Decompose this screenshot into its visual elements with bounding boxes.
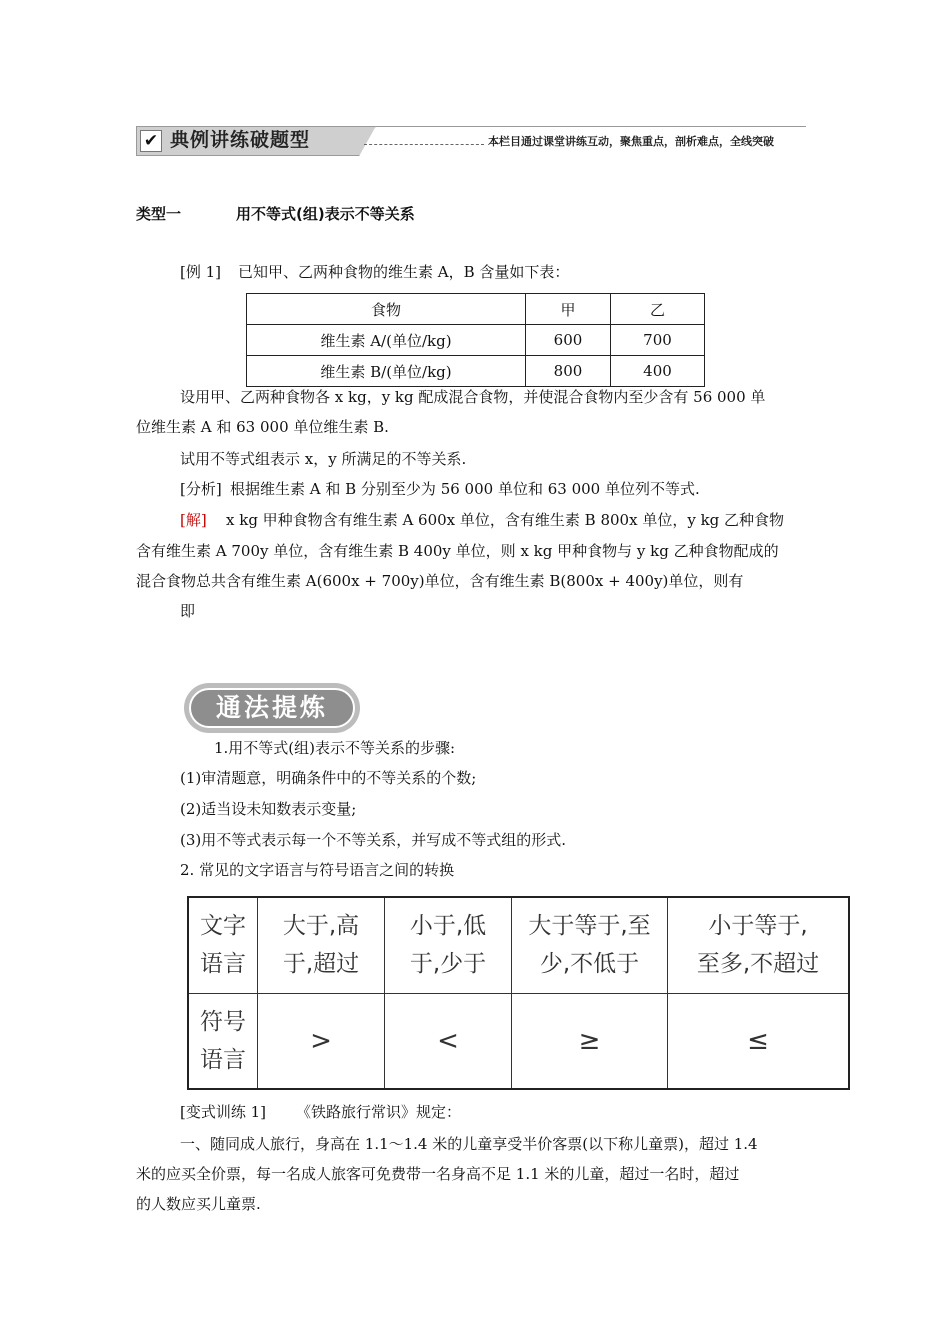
table-row: [188, 993, 849, 1089]
checkmark-icon: ✔: [140, 130, 162, 152]
table-cell: 700: [611, 325, 705, 356]
solution-line: x kg 甲种食物含有维生素 A 600x 单位，含有维生素 B 800x 单位，y kg 乙种食物: [226, 511, 785, 529]
table-cell: 600: [526, 325, 611, 356]
analysis-text: 根据维生素 A 和 B 分别至少为 56 000 单位和 63 000 单位列不等式.: [230, 480, 700, 498]
table-row: [247, 356, 705, 387]
table-cell: 维生素 B/(单位/kg): [247, 356, 526, 387]
example-paragraph: 设用甲、乙两种食物各 x kg，y kg 配成混合食物，并使混合食物内至少含有 56 000 单: [180, 388, 766, 406]
method-step: (2)适当设未知数表示变量;: [180, 800, 357, 818]
variant-paragraph: 米的应买全价票，每一名成人旅客可免费带一名身高不足 1.1 米的儿童，超过一名时，超过: [136, 1165, 740, 1183]
table-cell: 小于,低 于,少于: [385, 897, 512, 993]
symbol-cell: ≤: [668, 993, 850, 1089]
table-cell: 大于,高 于,超过: [258, 897, 385, 993]
symbol-cell: >: [258, 993, 385, 1089]
row-label-cell: 文字 语言: [188, 897, 258, 993]
example-question: 试用不等式组表示 x，y 所满足的不等关系.: [180, 450, 467, 468]
table-header-row: [247, 294, 705, 325]
method-step: 1.用不等式(组)表示不等关系的步骤:: [214, 739, 456, 757]
table-row: [247, 325, 705, 356]
type-title: 用不等式(组)表示不等关系: [236, 205, 415, 223]
banner-rule: [374, 126, 806, 127]
example-label: [例 1]: [180, 263, 222, 281]
example-intro: 已知甲、乙两种食物的维生素 A，B 含量如下表：: [238, 263, 570, 281]
variant-paragraph: 的人数应买儿童票.: [136, 1195, 261, 1213]
section-banner: [136, 126, 806, 156]
table-header-cell: 食物: [247, 294, 526, 325]
variant-paragraph: 一、随同成人旅行，身高在 1.1～1.4 米的儿童享受半价客票(以下称儿童票)，超过 1.4: [180, 1135, 758, 1153]
conversion-table: [187, 896, 850, 1090]
vitamin-table: [246, 293, 705, 387]
symbol-cell: <: [385, 993, 512, 1089]
method-step: (3)用不等式表示每一个不等关系，并写成不等式组的形式.: [180, 831, 567, 849]
solution-line: 含有维生素 A 700y 单位，含有维生素 B 400y 单位，则 x kg 甲种食物与 y kg 乙种食物配成的: [136, 542, 779, 560]
method-step: (1)审清题意，明确条件中的不等关系的个数;: [180, 769, 477, 787]
table-header-cell: 乙: [611, 294, 705, 325]
solution-label: [解]: [180, 511, 207, 529]
method-step: 2. 常见的文字语言与符号语言之间的转换: [180, 861, 455, 879]
variant-intro: 《铁路旅行常识》规定：: [296, 1103, 462, 1121]
table-cell: 小于等于, 至多,不超过: [668, 897, 850, 993]
banner-note: 本栏目通过课堂讲练互动，聚焦重点，剖析难点，全线突破: [488, 135, 774, 148]
variant-label: [变式训练 1]: [180, 1103, 267, 1121]
banner-title: 典例讲练破题型: [170, 129, 311, 151]
table-row: [188, 897, 849, 993]
table-cell: 维生素 A/(单位/kg): [247, 325, 526, 356]
method-badge: [184, 683, 364, 735]
solution-line: 即: [180, 602, 196, 620]
table-cell: 大于等于,至 少,不低于: [512, 897, 668, 993]
banner-dashed-line: [364, 144, 484, 145]
table-cell: 400: [611, 356, 705, 387]
table-header-cell: 甲: [526, 294, 611, 325]
type-label: 类型一: [136, 205, 182, 223]
solution-line: 混合食物总共含有维生素 A(600x + 700y)单位，含有维生素 B(800x + 400y)单位，则有: [136, 572, 744, 590]
method-badge-title: 通法提炼: [189, 688, 355, 728]
example-paragraph: 位维生素 A 和 63 000 单位维生素 B.: [136, 418, 389, 436]
table-cell: 800: [526, 356, 611, 387]
row-label-cell: 符号 语言: [188, 993, 258, 1089]
analysis-label: [分析]: [180, 480, 222, 498]
symbol-cell: ≥: [512, 993, 668, 1089]
